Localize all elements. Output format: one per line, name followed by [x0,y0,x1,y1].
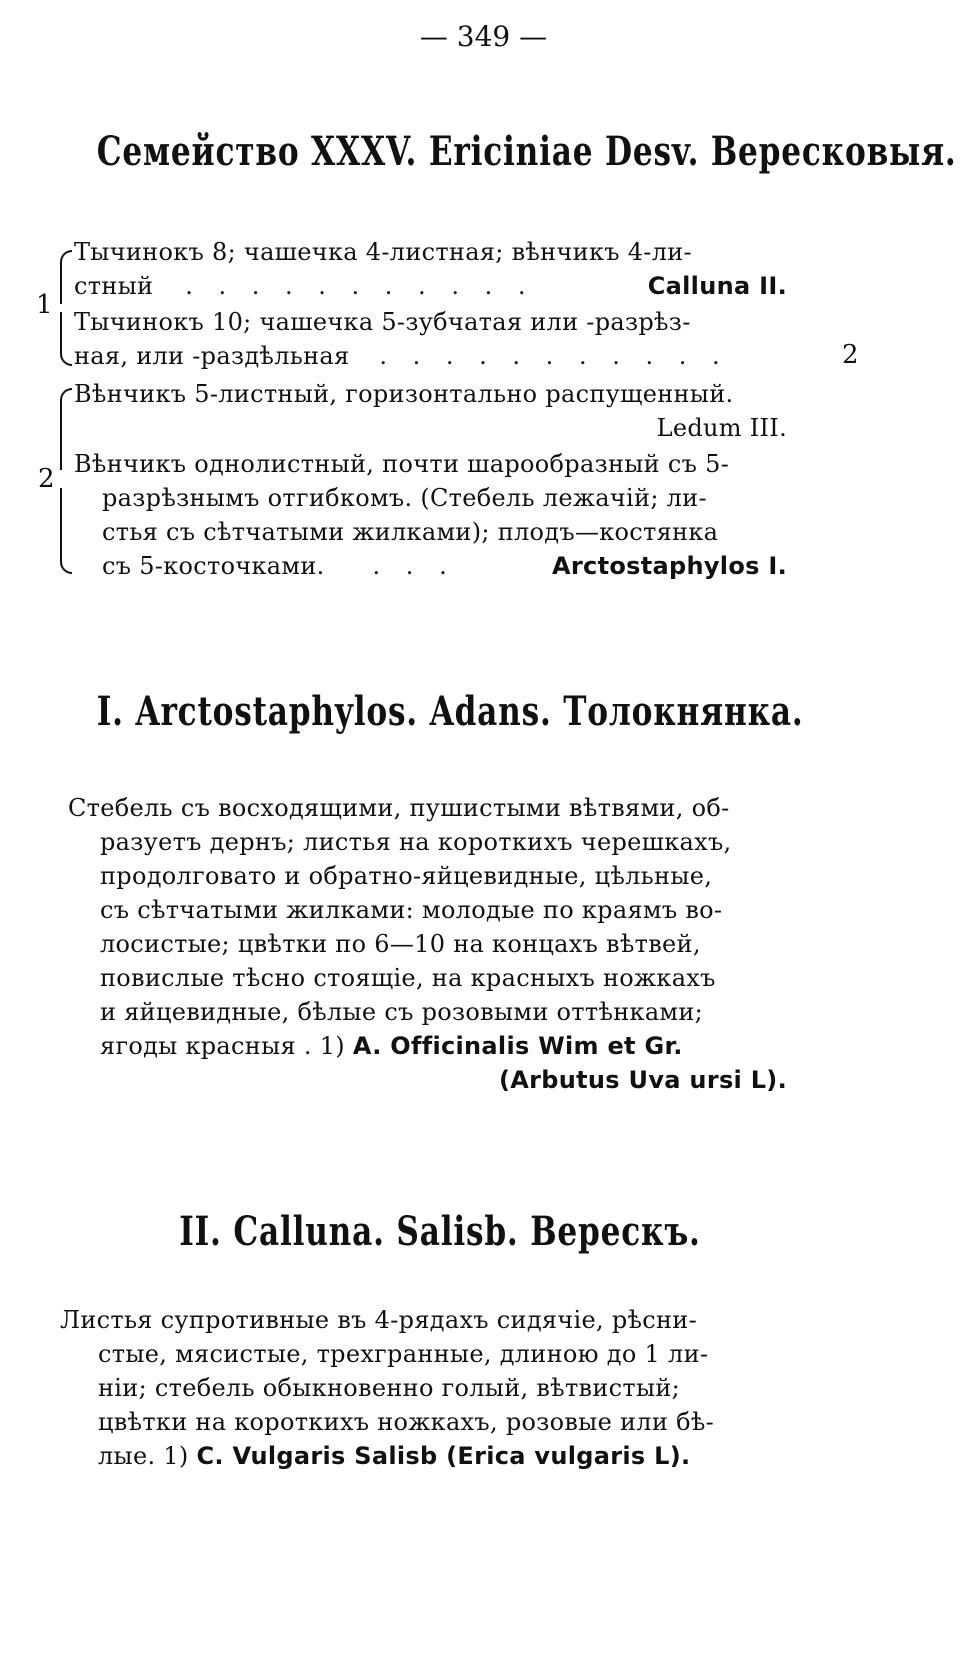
couplet-2-brace-top [60,388,72,470]
key-2a-line-1: Вѣнчикъ 5-листный, горизонтально распущенный. [74,380,734,408]
genus-2-title: II. Calluna. Salisb. Верескъ. [179,1208,701,1255]
key-2b-line-3: стья съ сѣтчатыми жилками); плодъ—костянка [102,518,719,546]
genus-2-line: Листья супротивные въ 4-рядахъ сидячіе, рѣсни- [60,1306,698,1334]
genus-1-last-line [100,1032,683,1060]
key-2b-line-1: Вѣнчикъ однолистный, почти шарообразный съ 5- [74,450,730,478]
key-1b-line-1: Тычинокъ 10; чашечка 5-зубчатая или -разрѣз- [74,308,691,336]
couplet-1-brace-top [60,250,72,304]
key-2a-result [657,414,787,442]
genus-1-line: съ сѣтчатыми жилками: молодые по краямъ во- [100,896,723,924]
family-title: Семейство XXXV. Ericiniae Desv. Вересковыя. [96,128,957,175]
genus-2-line: цвѣтки на короткихъ ножкахъ, розовые или бѣ- [98,1408,715,1436]
key-2a-result-text: Ledum III. [656,414,787,442]
genus-2-last-line [98,1442,690,1470]
key-2b-line-2: разрѣзнымъ отгибкомъ. (Стебель лежачій; ли- [102,484,707,512]
key-1b-goto: 2 [842,340,859,370]
key-2b-line-4 [102,552,456,580]
key-1a-line-2 [74,272,534,300]
genus-1-line: Стебель съ восходящими, пушистыми вѣтвями, об- [68,794,730,822]
genus-2-species: C. Vulgaris Salisb (Erica vulgaris L). [196,1442,691,1470]
genus-1-line: повислые тѣсно стоящіе, на красныхъ ножкахъ [100,964,716,992]
key-2b-result: Arctostaphylos I. [552,552,787,580]
page-number: — 349 — [419,20,548,53]
genus-1-species: A. Officinalis Wim et Gr. [352,1032,683,1060]
key-2b-leader-dots: . . . [372,552,456,580]
genus-1-line: разуетъ дернъ; листья на короткихъ черешкахъ, [100,828,732,856]
key-1a-text: стный [74,272,154,300]
genus-1-synonym: (Arbutus Uva ursi L). [499,1066,787,1094]
couplet-1-number: 1 [36,290,53,320]
key-2b-text: съ 5-косточками. [102,552,325,580]
genus-1-line: и яйцевидные, бѣлые съ розовыми оттѣнками; [100,998,704,1026]
key-1a-line-1: Тычинокъ 8; чашечка 4-листная; вѣнчикъ 4-ли- [74,238,692,266]
key-1a-result: Calluna II. [647,272,787,300]
genus-2-line: ніи; стебель обыкновенно голый, вѣтвистый; [98,1374,681,1402]
key-1a-leader-dots: . . . . . . . . . . . [185,272,535,300]
couplet-1-brace-bottom [60,312,72,366]
key-1b-leader-dots: . . . . . . . . . . . [379,342,729,370]
genus-2-line: стые, мясистые, трехгранные, длиною до 1 ли- [98,1340,709,1368]
genus-1-title: I. Arctostaphylos. Adans. Толокнянка. [96,688,804,735]
key-1b-line-2 [74,342,729,370]
genus-1-line: продолговато и обратно-яйцевидные, цѣльные, [100,862,713,890]
genus-1-line: лосистые; цвѣтки по 6—10 на концахъ вѣтвей, [100,930,701,958]
genus-2-last-line-text: лые. 1) [98,1442,189,1470]
genus-1-last-line-text: ягоды красныя . 1) [100,1032,345,1060]
key-1b-text: ная, или -раздѣльная [74,342,350,370]
couplet-2-brace-bottom [60,488,72,574]
couplet-2-number: 2 [38,464,55,494]
